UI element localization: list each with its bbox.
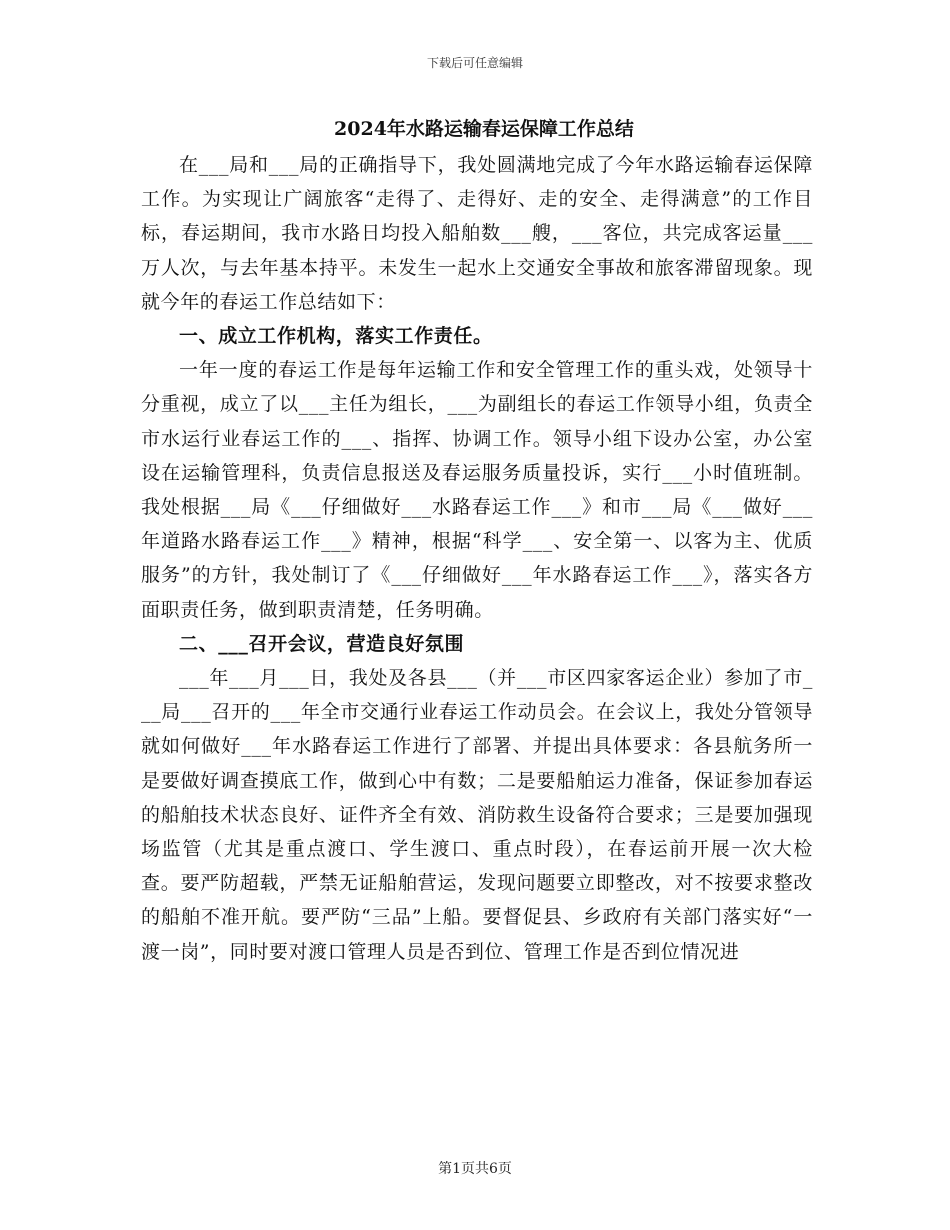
header-note: 下载后可任意编辑 <box>426 56 523 70</box>
paragraph-section-1: 一年一度的春运工作是每年运输工作和安全管理工作的重头戏，处领导十分重视，成立了以___主任为组长，___为副组长的春运工作领导小组，负责全市水运行业春运工作的___、指挥、协调工作。领导小组下设办公室，办公室设在运输管理科，负责信息报送及春运服务质量投诉，实行___小时值班制。我处根据___局《___仔细做好___水路春运工作___》和市___局《___做好___年道路水路春运工作___》精神，根据“科学___、安全第一、以客为主、优质服务”的方针，我处制订了《___仔细做好___年水路春运工作___》，落实各方面职责任务，做到职责清楚，任务明确。 <box>141 359 813 621</box>
section-heading-1: 一、成立工作机构，落实工作责任。 <box>179 325 493 348</box>
section-heading-2: 二、___召开会议，营造良好氛围 <box>179 632 465 655</box>
document-body <box>141 110 813 969</box>
document-title: 2024年水路运输春运保障工作总结 <box>334 118 634 140</box>
paragraph-intro: 在___局和___局的正确指导下，我处圆满地完成了今年水路运输春运保障工作。为实现让广阔旅客“走得了、走得好、走的安全、走得满意”的工作目标，春运期间，我市水路日均投入船舶数___艘，___客位，共完成客运量___万人次，与去年基本持平。未发生一起水上交通安全事故和旅客滞留现象。现就今年的春运工作总结如下： <box>141 154 813 313</box>
paragraph-section-2: ___年___月___日，我处及各县___（并___市区四家客运企业）参加了市___局___召开的___年全市交通行业春运工作动员会。在会议上，我处分管领导就如何做好___年水路春运工作进行了部署、并提出具体要求：各县航务所一是要做好调查摸底工作，做到心中有数；二是要船舶运力准备，保证参加春运的船舶技术状态良好、证件齐全有效、消防救生设备符合要求；三是要加强现场监管（尤其是重点渡口、学生渡口、重点时段），在春运前开展一次大检查。要严防超载，严禁无证船舶营运，发现问题要立即整改，对不按要求整改的船舶不准开航。要严防“三品”上船。要督促县、乡政府有关部门落实好“一渡一岗”，同时要对渡口管理人员是否到位、管理工作是否到位情况进 <box>141 667 813 963</box>
page-indicator: 第1页共6页 <box>438 1161 512 1177</box>
